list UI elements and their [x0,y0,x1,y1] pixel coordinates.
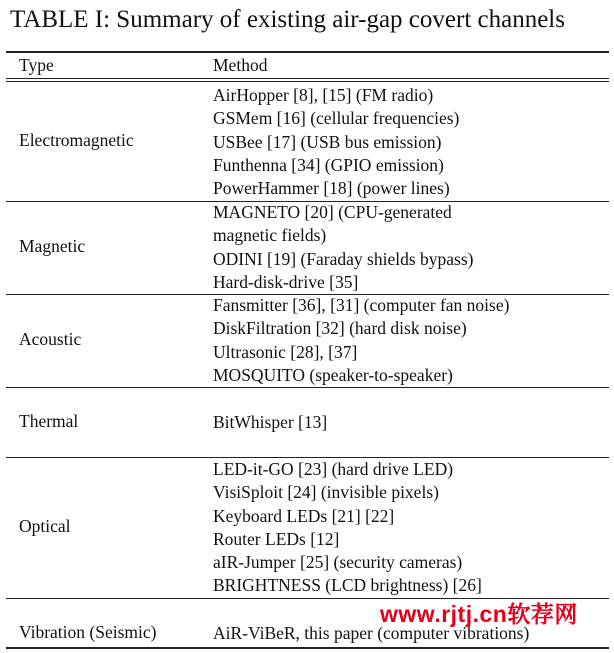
row-separator [6,387,609,388]
row-type-optical: Optical [19,516,71,536]
top-rule [6,51,609,53]
method-item: LED-it-GO [23] (hard drive LED) [213,459,454,479]
method-item: VisiSploit [24] (invisible pixels) [213,482,439,503]
row-methods-acoustic [213,294,509,387]
row-type-acoustic: Acoustic [19,329,82,349]
row-type-electromagnetic: Electromagnetic [19,130,134,150]
method-item: PowerHammer [18] (power lines) [213,178,450,199]
method-item: AirHopper [8], [15] (FM radio) [213,85,434,105]
method-item: Keyboard LEDs [21] [22] [213,505,395,526]
row-methods-thermal [213,411,327,434]
row-type-magnetic: Magnetic [19,236,86,256]
method-item: Router LEDs [12] [213,528,340,549]
row-methods-magnetic [213,201,474,294]
method-item: BRIGHTNESS (LCD brightness) [26] [213,575,482,596]
method-item: Ultrasonic [28], [37] [213,341,358,362]
method-item: MAGNETO [20] (CPU-generated [213,202,452,222]
row-type-vibration: Vibration (Seismic) [19,622,157,642]
method-item: aIR-Jumper [25] (security cameras) [213,552,463,573]
header-rule-2 [6,81,609,82]
method-item: DiskFiltration [32] (hard disk noise) [213,318,467,339]
row-methods-optical [213,458,482,598]
method-item: MOSQUITO (speaker-to-speaker) [213,364,453,385]
bottom-rule [6,647,609,649]
method-item: BitWhisper [13] [213,412,328,432]
header-rule-1 [6,78,609,79]
header-method: Method [213,55,268,75]
row-type-thermal: Thermal [19,411,79,431]
method-item: magnetic fields) [213,225,327,246]
row-methods-electromagnetic [213,84,459,200]
method-item: Fansmitter [36], [31] (computer fan noise) [213,295,510,315]
method-item: GSMem [16] (cellular frequencies) [213,108,460,129]
watermark: www.rjtj.cn软荐网 [380,601,578,627]
method-item: ODINI [19] (Faraday shields bypass) [213,248,474,269]
method-item: Funthenna [34] (GPIO emission) [213,154,444,175]
method-item: Hard-disk-drive [35] [213,271,359,292]
method-item: AiR-ViBeR, this paper (computer vibrations) [213,623,530,643]
method-item: USBee [17] (USB bus emission) [213,131,442,152]
table-caption: TABLE I: Summary of existing air-gap covert channels [10,6,565,33]
header-type: Type [19,55,54,75]
